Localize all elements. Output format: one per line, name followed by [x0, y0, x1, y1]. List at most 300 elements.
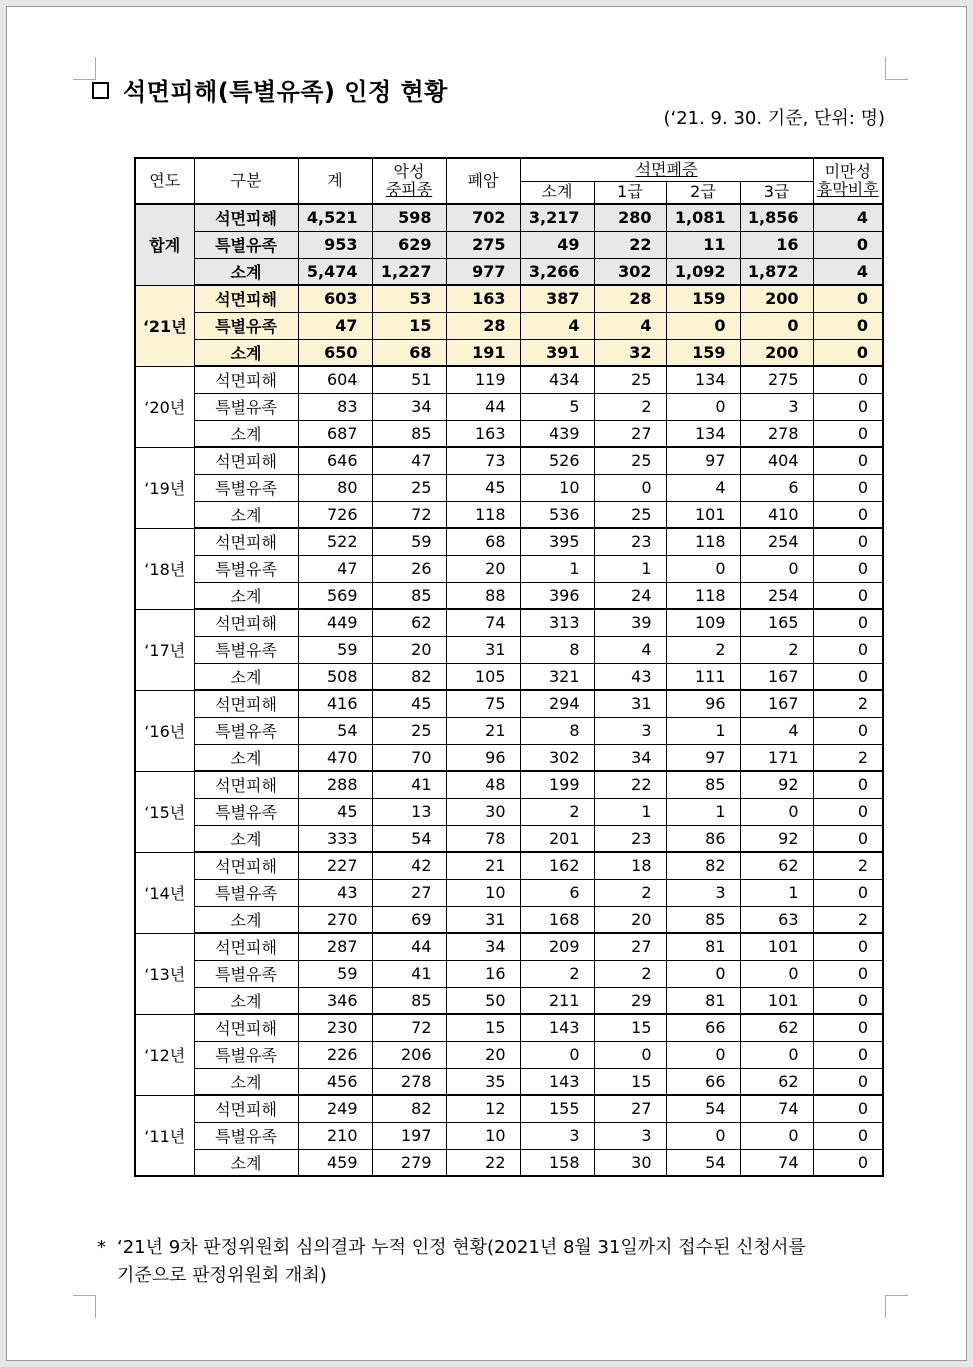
value-cell: 0 — [813, 447, 883, 474]
value-cell: 62 — [740, 1014, 813, 1041]
table-row — [135, 933, 883, 960]
value-cell: 275 — [446, 231, 520, 258]
value-cell: 86 — [666, 825, 740, 852]
value-cell: 687 — [298, 420, 372, 447]
value-cell: 22 — [594, 771, 666, 798]
value-cell: 62 — [740, 852, 813, 879]
header-grade2: 2급 — [666, 181, 740, 204]
value-cell: 1,872 — [740, 258, 813, 285]
category-cell: 소계 — [194, 1068, 298, 1095]
value-cell: 167 — [740, 663, 813, 690]
value-cell: 27 — [594, 1095, 666, 1122]
value-cell: 168 — [520, 906, 594, 933]
value-cell: 20 — [446, 1041, 520, 1068]
value-cell: 0 — [813, 555, 883, 582]
value-cell: 0 — [813, 231, 883, 258]
value-cell: 88 — [446, 582, 520, 609]
value-cell: 26 — [372, 555, 446, 582]
table-row — [135, 1041, 883, 1068]
value-cell: 470 — [298, 744, 372, 771]
value-cell: 12 — [446, 1095, 520, 1122]
value-cell: 288 — [298, 771, 372, 798]
value-cell: 163 — [446, 285, 520, 312]
category-cell: 석면피해 — [194, 690, 298, 717]
category-cell: 소계 — [194, 987, 298, 1014]
header-total: 계 — [298, 158, 372, 204]
value-cell: 101 — [666, 501, 740, 528]
value-cell: 1 — [594, 555, 666, 582]
value-cell: 18 — [594, 852, 666, 879]
value-cell: 0 — [813, 501, 883, 528]
value-cell: 74 — [446, 609, 520, 636]
value-cell: 82 — [372, 1095, 446, 1122]
value-cell: 171 — [740, 744, 813, 771]
header-asbestosis-text: 석면폐증 — [635, 159, 698, 179]
value-cell: 404 — [740, 447, 813, 474]
value-cell: 0 — [813, 474, 883, 501]
value-cell: 45 — [298, 798, 372, 825]
value-cell: 2 — [520, 798, 594, 825]
value-cell: 3 — [740, 393, 813, 420]
year-cell: ‘20년 — [135, 366, 194, 447]
value-cell: 119 — [446, 366, 520, 393]
page-title — [92, 72, 448, 107]
value-cell: 1,081 — [666, 204, 740, 231]
value-cell: 118 — [666, 582, 740, 609]
value-cell: 29 — [594, 987, 666, 1014]
value-cell: 199 — [520, 771, 594, 798]
value-cell: 211 — [520, 987, 594, 1014]
table-row — [135, 204, 883, 231]
value-cell: 3,217 — [520, 204, 594, 231]
value-cell: 0 — [666, 1041, 740, 1068]
value-cell: 1,092 — [666, 258, 740, 285]
value-cell: 25 — [594, 366, 666, 393]
value-cell: 0 — [813, 582, 883, 609]
header-mesothelioma-line2: 중피종 — [385, 180, 433, 199]
table-row — [135, 717, 883, 744]
value-cell: 1 — [520, 555, 594, 582]
value-cell: 0 — [813, 825, 883, 852]
table-row — [135, 447, 883, 474]
table-row — [135, 285, 883, 312]
footnote — [97, 1234, 887, 1290]
category-cell: 석면피해 — [194, 285, 298, 312]
value-cell: 44 — [372, 933, 446, 960]
value-cell: 2 — [594, 879, 666, 906]
value-cell: 81 — [666, 933, 740, 960]
value-cell: 459 — [298, 1149, 372, 1176]
value-cell: 254 — [740, 582, 813, 609]
value-cell: 977 — [446, 258, 520, 285]
value-cell: 31 — [446, 636, 520, 663]
value-cell: 62 — [740, 1068, 813, 1095]
value-cell: 0 — [813, 663, 883, 690]
table-row — [135, 1068, 883, 1095]
value-cell: 16 — [740, 231, 813, 258]
value-cell: 0 — [813, 1068, 883, 1095]
value-cell: 20 — [372, 636, 446, 663]
recognition-status-table — [134, 157, 884, 1177]
value-cell: 72 — [372, 1014, 446, 1041]
value-cell: 59 — [372, 528, 446, 555]
value-cell: 85 — [372, 420, 446, 447]
value-cell: 85 — [666, 906, 740, 933]
value-cell: 45 — [446, 474, 520, 501]
value-cell: 4 — [666, 474, 740, 501]
value-cell: 43 — [594, 663, 666, 690]
value-cell: 410 — [740, 501, 813, 528]
table-row — [135, 582, 883, 609]
value-cell: 0 — [666, 960, 740, 987]
value-cell: 27 — [594, 420, 666, 447]
header-subtotal: 소계 — [520, 181, 594, 204]
value-cell: 0 — [813, 933, 883, 960]
category-cell: 석면피해 — [194, 933, 298, 960]
value-cell: 28 — [446, 312, 520, 339]
value-cell: 0 — [813, 609, 883, 636]
table-row — [135, 339, 883, 366]
table-row — [135, 690, 883, 717]
category-cell: 소계 — [194, 258, 298, 285]
header-lung-cancer: 폐암 — [446, 158, 520, 204]
category-cell: 석면피해 — [194, 609, 298, 636]
table-row — [135, 501, 883, 528]
value-cell: 72 — [372, 501, 446, 528]
value-cell: 54 — [666, 1149, 740, 1176]
year-cell: ‘15년 — [135, 771, 194, 852]
value-cell: 47 — [372, 447, 446, 474]
value-cell: 8 — [520, 717, 594, 744]
value-cell: 226 — [298, 1041, 372, 1068]
category-cell: 특별유족 — [194, 231, 298, 258]
value-cell: 74 — [740, 1149, 813, 1176]
value-cell: 96 — [446, 744, 520, 771]
table-row — [135, 879, 883, 906]
value-cell: 395 — [520, 528, 594, 555]
value-cell: 1 — [740, 879, 813, 906]
value-cell: 0 — [813, 285, 883, 312]
category-cell: 특별유족 — [194, 798, 298, 825]
value-cell: 74 — [740, 1095, 813, 1122]
value-cell: 333 — [298, 825, 372, 852]
value-cell: 118 — [666, 528, 740, 555]
header-category: 구분 — [194, 158, 298, 204]
value-cell: 0 — [666, 555, 740, 582]
header-grade3: 3급 — [740, 181, 813, 204]
value-cell: 15 — [594, 1068, 666, 1095]
value-cell: 41 — [372, 771, 446, 798]
basis-note: (‘21. 9. 30. 기준, 단위: 명) — [663, 108, 885, 129]
value-cell: 3 — [520, 1122, 594, 1149]
value-cell: 249 — [298, 1095, 372, 1122]
category-cell: 특별유족 — [194, 474, 298, 501]
value-cell: 2 — [813, 906, 883, 933]
value-cell: 603 — [298, 285, 372, 312]
header-year: 연도 — [135, 158, 194, 204]
value-cell: 3 — [666, 879, 740, 906]
header-mesothelioma-line1: 악성 — [393, 162, 425, 181]
value-cell: 3,266 — [520, 258, 594, 285]
value-cell: 47 — [298, 555, 372, 582]
value-cell: 0 — [813, 528, 883, 555]
value-cell: 167 — [740, 690, 813, 717]
category-cell: 소계 — [194, 825, 298, 852]
value-cell: 270 — [298, 906, 372, 933]
value-cell: 0 — [594, 474, 666, 501]
table-body — [135, 204, 883, 1176]
value-cell: 434 — [520, 366, 594, 393]
value-cell: 391 — [520, 339, 594, 366]
year-cell: ‘17년 — [135, 609, 194, 690]
category-cell: 석면피해 — [194, 852, 298, 879]
value-cell: 10 — [446, 879, 520, 906]
value-cell: 165 — [740, 609, 813, 636]
value-cell: 0 — [813, 879, 883, 906]
value-cell: 34 — [594, 744, 666, 771]
header-diffuse-pleural — [813, 158, 883, 204]
value-cell: 0 — [520, 1041, 594, 1068]
year-cell: ‘16년 — [135, 690, 194, 771]
value-cell: 143 — [520, 1014, 594, 1041]
value-cell: 92 — [740, 825, 813, 852]
value-cell: 4 — [740, 717, 813, 744]
value-cell: 2 — [813, 852, 883, 879]
footnote-line1: ‘21년 9차 판정위원회 심의결과 누적 인정 현황(2021년 8월 31일까지 접수된 신청서를 — [117, 1237, 806, 1258]
table-row — [135, 825, 883, 852]
category-cell: 석면피해 — [194, 771, 298, 798]
value-cell: 201 — [520, 825, 594, 852]
value-cell: 30 — [594, 1149, 666, 1176]
value-cell: 109 — [666, 609, 740, 636]
value-cell: 30 — [446, 798, 520, 825]
table-row — [135, 366, 883, 393]
value-cell: 47 — [298, 312, 372, 339]
value-cell: 302 — [520, 744, 594, 771]
year-cell: ‘12년 — [135, 1014, 194, 1095]
value-cell: 0 — [813, 1095, 883, 1122]
value-cell: 158 — [520, 1149, 594, 1176]
value-cell: 3 — [594, 1122, 666, 1149]
year-cell: ‘14년 — [135, 852, 194, 933]
value-cell: 81 — [666, 987, 740, 1014]
value-cell: 96 — [666, 690, 740, 717]
value-cell: 85 — [372, 582, 446, 609]
table-row — [135, 1149, 883, 1176]
value-cell: 508 — [298, 663, 372, 690]
value-cell: 82 — [372, 663, 446, 690]
value-cell: 83 — [298, 393, 372, 420]
value-cell: 1 — [666, 717, 740, 744]
value-cell: 155 — [520, 1095, 594, 1122]
value-cell: 0 — [813, 960, 883, 987]
value-cell: 78 — [446, 825, 520, 852]
value-cell: 4 — [594, 312, 666, 339]
value-cell: 21 — [446, 852, 520, 879]
value-cell: 8 — [520, 636, 594, 663]
value-cell: 25 — [594, 501, 666, 528]
value-cell: 1,227 — [372, 258, 446, 285]
value-cell: 85 — [666, 771, 740, 798]
year-cell: ‘19년 — [135, 447, 194, 528]
category-cell: 소계 — [194, 339, 298, 366]
year-cell: ‘11년 — [135, 1095, 194, 1176]
value-cell: 51 — [372, 366, 446, 393]
year-cell: ‘18년 — [135, 528, 194, 609]
value-cell: 53 — [372, 285, 446, 312]
value-cell: 279 — [372, 1149, 446, 1176]
category-cell: 특별유족 — [194, 1122, 298, 1149]
value-cell: 396 — [520, 582, 594, 609]
value-cell: 10 — [520, 474, 594, 501]
table-row — [135, 258, 883, 285]
value-cell: 21 — [446, 717, 520, 744]
header-asbestosis — [520, 158, 813, 181]
value-cell: 1 — [594, 798, 666, 825]
page-title-text: 석면피해(특별유족) 인정 현황 — [123, 78, 448, 106]
value-cell: 20 — [446, 555, 520, 582]
category-cell: 특별유족 — [194, 636, 298, 663]
value-cell: 536 — [520, 501, 594, 528]
table-row — [135, 906, 883, 933]
value-cell: 25 — [372, 717, 446, 744]
value-cell: 68 — [446, 528, 520, 555]
crop-mark-bottom-right — [885, 1295, 908, 1318]
year-cell: 합계 — [135, 204, 194, 285]
value-cell: 449 — [298, 609, 372, 636]
value-cell: 5,474 — [298, 258, 372, 285]
value-cell: 50 — [446, 987, 520, 1014]
value-cell: 2 — [813, 690, 883, 717]
header-diffuse-line1: 미만성 — [824, 162, 871, 181]
value-cell: 23 — [594, 825, 666, 852]
value-cell: 4 — [520, 312, 594, 339]
value-cell: 0 — [740, 960, 813, 987]
category-cell: 특별유족 — [194, 393, 298, 420]
value-cell: 4 — [813, 258, 883, 285]
value-cell: 82 — [666, 852, 740, 879]
value-cell: 0 — [813, 366, 883, 393]
crop-mark-top-right — [885, 57, 908, 80]
table-row — [135, 609, 883, 636]
value-cell: 313 — [520, 609, 594, 636]
value-cell: 73 — [446, 447, 520, 474]
table-row — [135, 798, 883, 825]
value-cell: 75 — [446, 690, 520, 717]
value-cell: 0 — [813, 312, 883, 339]
value-cell: 105 — [446, 663, 520, 690]
value-cell: 275 — [740, 366, 813, 393]
table-row — [135, 528, 883, 555]
value-cell: 27 — [372, 879, 446, 906]
value-cell: 66 — [666, 1068, 740, 1095]
year-cell: ‘13년 — [135, 933, 194, 1014]
value-cell: 34 — [446, 933, 520, 960]
value-cell: 4 — [594, 636, 666, 663]
value-cell: 0 — [813, 420, 883, 447]
value-cell: 0 — [740, 555, 813, 582]
value-cell: 34 — [372, 393, 446, 420]
value-cell: 209 — [520, 933, 594, 960]
value-cell: 200 — [740, 285, 813, 312]
value-cell: 0 — [740, 1041, 813, 1068]
table-row — [135, 1095, 883, 1122]
value-cell: 3 — [594, 717, 666, 744]
value-cell: 302 — [594, 258, 666, 285]
category-cell: 석면피해 — [194, 528, 298, 555]
value-cell: 31 — [446, 906, 520, 933]
value-cell: 4,521 — [298, 204, 372, 231]
table-row — [135, 1014, 883, 1041]
table-row — [135, 555, 883, 582]
value-cell: 227 — [298, 852, 372, 879]
value-cell: 43 — [298, 879, 372, 906]
value-cell: 0 — [666, 312, 740, 339]
value-cell: 321 — [520, 663, 594, 690]
value-cell: 2 — [594, 960, 666, 987]
value-cell: 31 — [594, 690, 666, 717]
header-grade1: 1급 — [594, 181, 666, 204]
value-cell: 522 — [298, 528, 372, 555]
value-cell: 39 — [594, 609, 666, 636]
value-cell: 646 — [298, 447, 372, 474]
value-cell: 953 — [298, 231, 372, 258]
value-cell: 16 — [446, 960, 520, 987]
category-cell: 소계 — [194, 582, 298, 609]
table-row — [135, 960, 883, 987]
value-cell: 54 — [298, 717, 372, 744]
value-cell: 2 — [740, 636, 813, 663]
table-row — [135, 636, 883, 663]
category-cell: 특별유족 — [194, 1041, 298, 1068]
value-cell: 197 — [372, 1122, 446, 1149]
value-cell: 45 — [372, 690, 446, 717]
value-cell: 59 — [298, 960, 372, 987]
value-cell: 28 — [594, 285, 666, 312]
value-cell: 85 — [372, 987, 446, 1014]
value-cell: 1 — [666, 798, 740, 825]
value-cell: 0 — [813, 636, 883, 663]
value-cell: 598 — [372, 204, 446, 231]
table-row — [135, 852, 883, 879]
value-cell: 11 — [666, 231, 740, 258]
category-cell: 석면피해 — [194, 447, 298, 474]
value-cell: 118 — [446, 501, 520, 528]
category-cell: 특별유족 — [194, 879, 298, 906]
value-cell: 25 — [372, 474, 446, 501]
category-cell: 소계 — [194, 906, 298, 933]
value-cell: 278 — [372, 1068, 446, 1095]
value-cell: 0 — [813, 1149, 883, 1176]
value-cell: 206 — [372, 1041, 446, 1068]
table-row — [135, 663, 883, 690]
value-cell: 1,856 — [740, 204, 813, 231]
value-cell: 0 — [813, 987, 883, 1014]
value-cell: 32 — [594, 339, 666, 366]
header-diffuse-line2: 흉막비후 — [816, 180, 879, 199]
category-cell: 소계 — [194, 663, 298, 690]
value-cell: 13 — [372, 798, 446, 825]
value-cell: 210 — [298, 1122, 372, 1149]
value-cell: 22 — [594, 231, 666, 258]
value-cell: 0 — [813, 1014, 883, 1041]
value-cell: 92 — [740, 771, 813, 798]
value-cell: 2 — [594, 393, 666, 420]
value-cell: 0 — [813, 1122, 883, 1149]
value-cell: 287 — [298, 933, 372, 960]
category-cell: 특별유족 — [194, 717, 298, 744]
value-cell: 48 — [446, 771, 520, 798]
